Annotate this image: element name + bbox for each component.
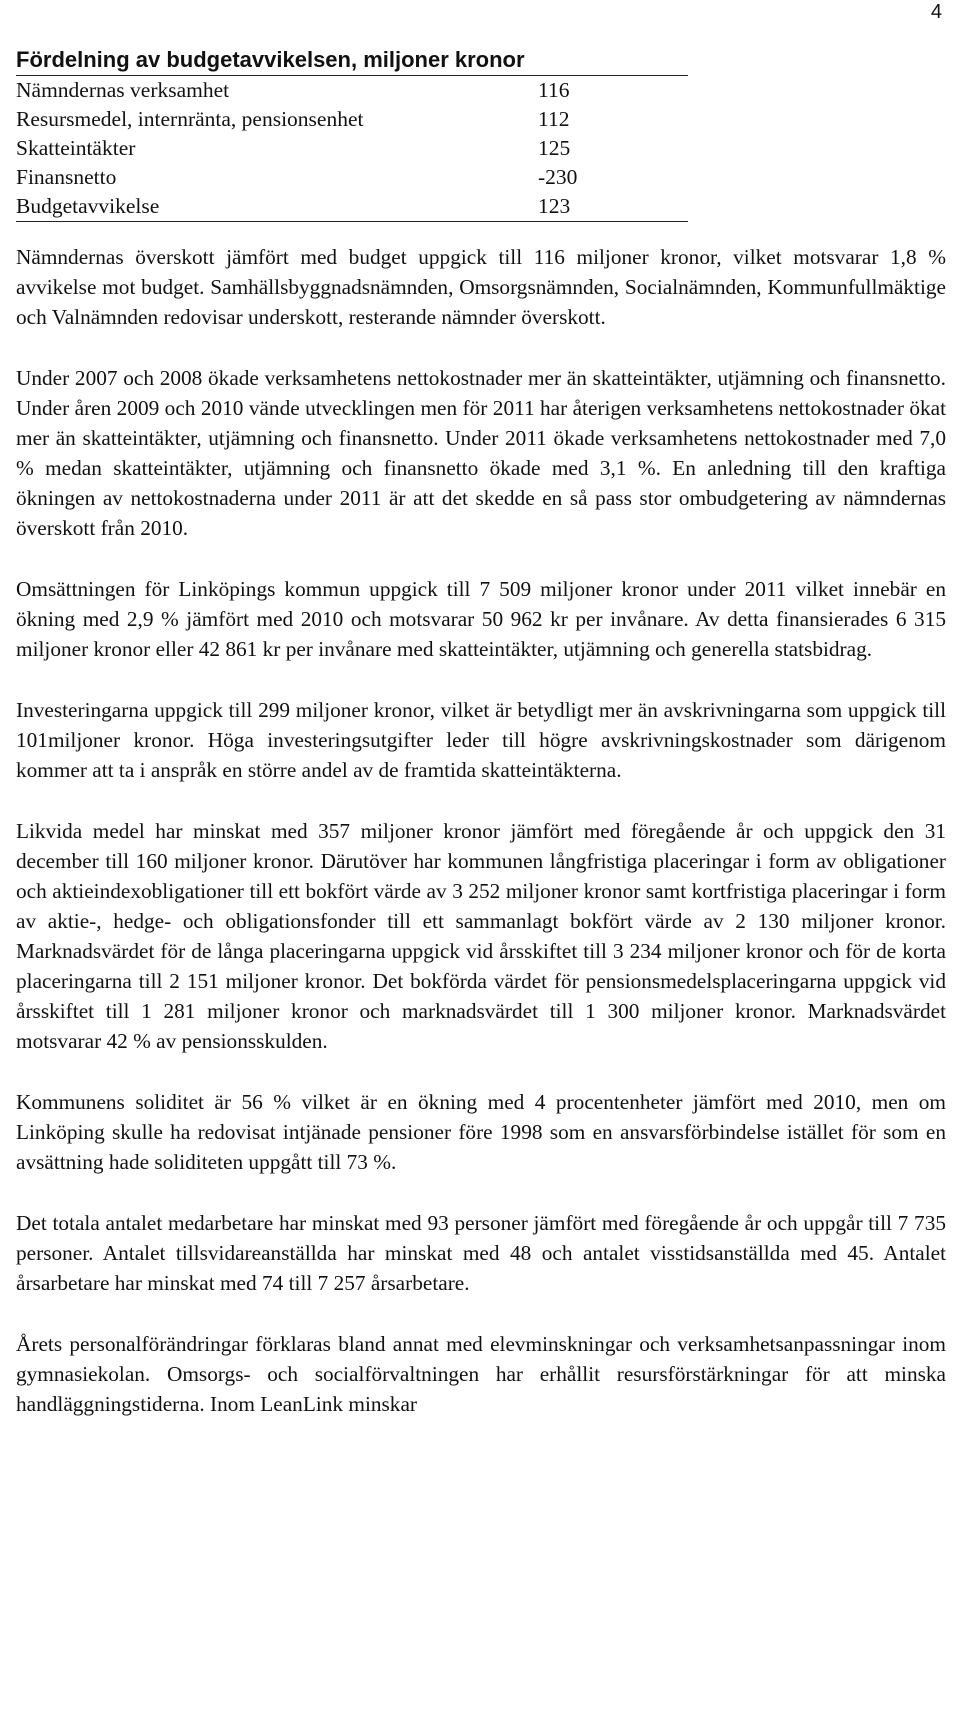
paragraph-staff-changes: Årets personalförändringar förklaras bland annat med elevminskningar och verksamhetsanpassningar inom gymnasiekolan. Omsorgs- och socialförvaltningen har erhållit resursförstärkningar för att minska handläggningstiderna. Inom LeanLink minskar	[16, 1332, 946, 1416]
row-value: 123	[538, 194, 571, 218]
row-label: Skatteintäkter	[16, 136, 136, 160]
row-value: 125	[538, 136, 571, 160]
paragraph-liquid-assets: Likvida medel har minskat med 357 miljoner kronor jämfört med föregående år och uppgick den 31 december till 160 miljoner kronor. Därutöver har kommunen långfristiga placeringar i form av obligationer och aktieindexobligationer till ett bokfört värde av 3 252 miljoner kronor samt kortfristiga placeringar i form av aktie-, hedge- och obligationsfonder till ett sammanlagt bokfört värde av 2 130 miljoner kronor. Marknadsvärdet för de långa placeringarna uppgick vid årsskiftet till 3 234 miljoner kronor och för de korta placeringarna till 2 151 miljoner kronor. Det bokförda värdet för pensionsmedelsplaceringarna uppgick vid årsskiftet till 1 281 miljoner kronor och marknadsvärdet till 1 300 miljoner kronor. Marknadsvärdet motsvarar 42 % av pensionsskulden.	[16, 819, 946, 1053]
row-label: Resursmedel, internränta, pensionsenhet	[16, 107, 364, 131]
row-label: Nämndernas verksamhet	[16, 78, 230, 102]
table-row	[16, 76, 688, 105]
paragraph-investments: Investeringarna uppgick till 299 miljoner kronor, vilket är betydligt mer än avskrivningarna som uppgick till 101miljoner kronor. Höga investeringsutgifter leder till högre avskrivningskostnader som därigenom kommer att ta i anspråk en större andel av de framtida skatteintäkterna.	[16, 698, 946, 782]
paragraph-budget-deviation: Nämndernas överskott jämfört med budget uppgick till 116 miljoner kronor, vilket motsvarar 1,8 % avvikelse mot budget. Samhällsbyggnadsnämnden, Omsorgsnämnden, Socialnämnden, Kommunfullmäktige och Valnämnden redovisar underskott, resterande nämnder överskott.	[16, 245, 946, 329]
paragraph-solidity: Kommunens soliditet är 56 % vilket är en ökning med 4 procentenheter jämfört med 2010, men om Linköping skulle ha redovisat intjänade pensioner före 1998 som en ansvarsförbindelse istället för som en avsättning hade soliditeten uppgått till 73 %.	[16, 1090, 946, 1174]
document-body	[16, 44, 946, 1419]
table-row	[16, 163, 688, 192]
paragraph-employees: Det totala antalet medarbetare har minskat med 93 personer jämfört med föregående år och uppgår till 7 735 personer. Antalet tillsvidareanställda har minskat med 48 och antalet visstidsanställda med 45. Antalet årsarbetare har minskat med 74 till 7 257 årsarbetare.	[16, 1211, 946, 1295]
row-value: -230	[538, 165, 578, 189]
row-value: 116	[538, 78, 570, 102]
row-value: 112	[538, 107, 570, 131]
row-label: Budgetavvikelse	[16, 194, 160, 218]
paragraph-net-costs: Under 2007 och 2008 ökade verksamhetens nettokostnader mer än skatteintäkter, utjämning och finansnetto. Under åren 2009 och 2010 vände utvecklingen men för 2011 har återigen verksamhetens nettokostnader ökat mer än skatteintäkter, utjämning och finansnetto. Under 2011 ökade verksamhetens nettokostnader med 7,0 % medan skatteintäkter, utjämning och finansnetto ökade med 3,1 %. En anledning till den kraftiga ökningen av nettokostnaderna under 2011 är att det skedde en så pass stor ombudgetering av nämndernas överskott från 2010.	[16, 366, 946, 540]
table-row	[16, 105, 688, 134]
row-label: Finansnetto	[16, 165, 117, 189]
table-row	[16, 134, 688, 163]
page-number: 4	[930, 1, 942, 23]
budget-table	[16, 75, 688, 222]
paragraph-turnover: Omsättningen för Linköpings kommun uppgick till 7 509 miljoner kronor under 2011 vilket innebär en ökning med 2,9 % jämfört med 2010 och motsvarar 50 962 kr per invånare. Av detta finansierades 6 315 miljoner kronor eller 42 861 kr per invånare med skatteintäkter, utjämning och generella statsbidrag.	[16, 577, 946, 661]
budget-table-title: Fördelning av budgetavvikelsen, miljoner kronor	[16, 47, 525, 72]
table-row	[16, 192, 688, 221]
